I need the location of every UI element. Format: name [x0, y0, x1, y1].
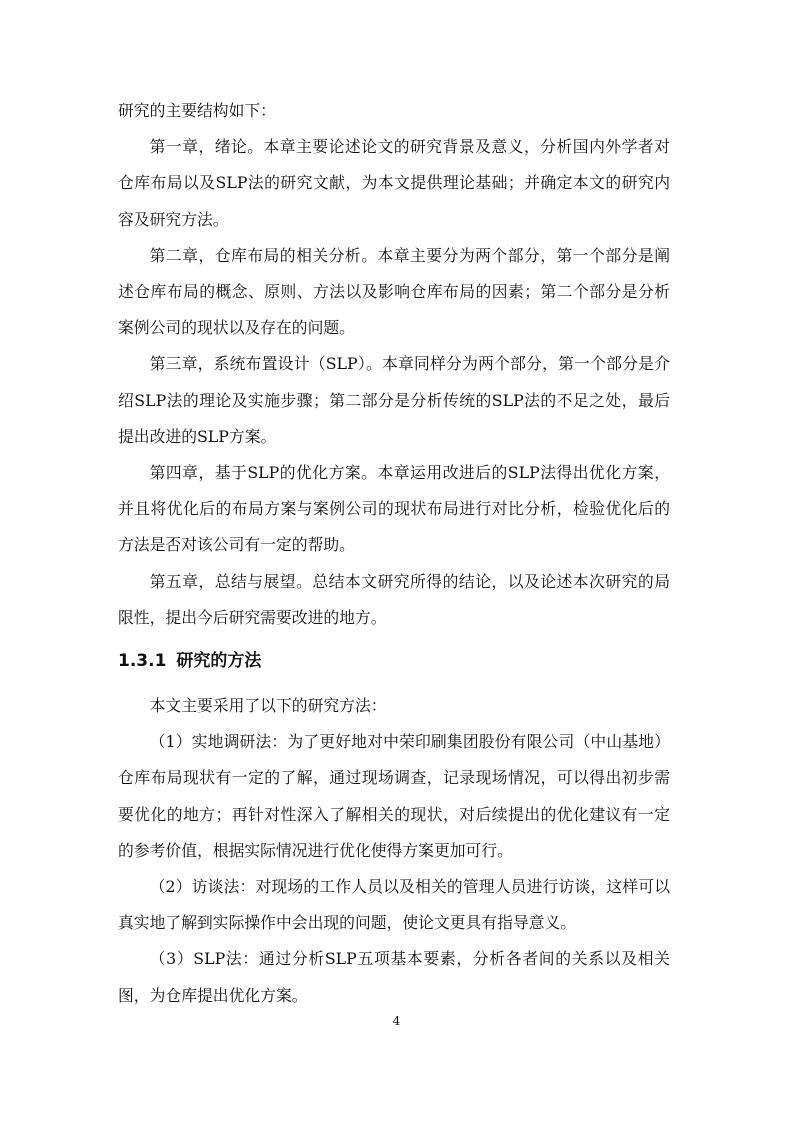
document-page — [0, 93, 793, 1014]
chapter-3-summary: 第三章，系统布置设计（SLP）。本章同样分为两个部分，第一个部分是介绍SLP法的理论及实施步骤；第二部分是分析传统的SLP法的不足之处，最后提出改进的SLP方案。 — [118, 354, 670, 446]
section-heading — [118, 643, 793, 679]
structure-intro: 研究的主要结构如下： — [118, 101, 276, 120]
chapter-1-summary: 第一章，绪论。本章主要论述论文的研究背景及意义，分析国内外学者对仓库布局以及SLP法的研究文献，为本文提供理论基础；并确定本文的研究内容及研究方法。 — [118, 137, 670, 229]
chapter-4-summary: 第四章，基于SLP的优化方案。本章运用改进后的SLP法得出优化方案，并且将优化后的布局方案与案例公司的现状布局进行对比分析，检验优化后的方法是否对该公司有一定的帮助。 — [118, 463, 670, 555]
method-slp: （3）SLP法：通过分析SLP五项基本要素，分析各者间的关系以及相关图，为仓库提出优化方案。 — [118, 949, 670, 1005]
page-number: 4 — [392, 1014, 401, 1028]
method-field-research: （1）实地调研法：为了更好地对中荣印刷集团股份有限公司（中山基地）仓库布局现状有一定的了解，通过现场调查，记录现场情况，可以得出初步需要优化的地方；再针对性深入了解相关的现状，对后续提出的优化建议有一定的参考价值，根据实际情况进行优化使得方案更加可行。 — [118, 732, 670, 860]
chapter-5-summary: 第五章，总结与展望。总结本文研究所得的结论，以及论述本次研究的局限性，提出今后研究需要改进的地方。 — [118, 571, 670, 627]
chapter-2-summary: 第二章，仓库布局的相关分析。本章主要分为两个部分，第一个部分是阐述仓库布局的概念、原则、方法以及影响仓库布局的因素；第二个部分是分析案例公司的现状以及存在的问题。 — [118, 245, 670, 338]
method-interview: （2）访谈法：对现场的工作人员以及相关的管理人员进行访谈，这样可以真实地了解到实际操作中会出现的问题，使论文更具有指导意义。 — [118, 877, 670, 933]
methods-intro: 本文主要采用了以下的研究方法： — [149, 696, 387, 716]
section-number: 1.3.1 — [118, 651, 167, 672]
section-title: 研究的方法 — [176, 651, 262, 672]
